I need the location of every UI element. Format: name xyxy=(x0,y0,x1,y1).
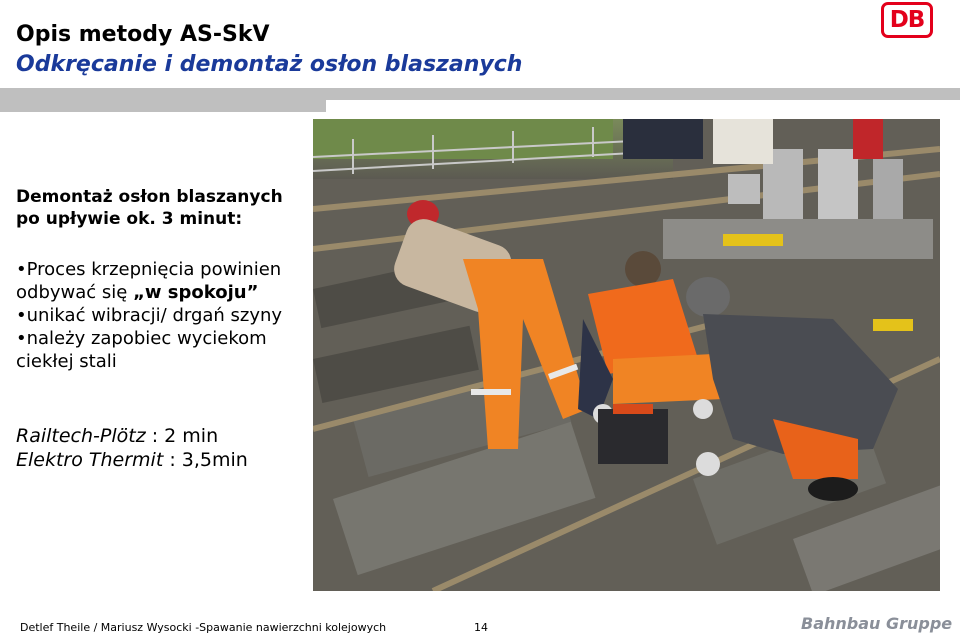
elektro-row xyxy=(16,448,248,472)
elektro-value: : 3,5min xyxy=(163,449,248,471)
photo-illustration xyxy=(313,119,940,591)
bullet-1-line-1: •Proces krzepnięcia powinien xyxy=(16,259,282,280)
db-logo: DB xyxy=(881,2,933,38)
railtech-label: Railtech-Plötz xyxy=(16,425,146,447)
bullet-1-text: odbywać się xyxy=(16,282,134,303)
heading-line-1: Demontaż osłon blaszanych xyxy=(16,187,283,207)
bullet-1-line-2 xyxy=(16,281,282,304)
page-number: 14 xyxy=(474,621,488,634)
elektro-label: Elektro Thermit xyxy=(16,449,164,471)
header-divider-left xyxy=(0,88,326,112)
header-divider-right xyxy=(326,88,960,100)
bullet-1-emphasis: „w spokoju” xyxy=(133,282,259,303)
railtech-row xyxy=(16,424,248,448)
slide-subtitle: Odkręcanie i demontaż osłon blaszanych xyxy=(16,52,523,77)
bullet-3-line-1: •należy zapobiec wyciekom xyxy=(16,328,267,349)
bullet-3-line-2: ciekłej stali xyxy=(16,351,117,372)
railtech-value: : 2 min xyxy=(145,425,219,447)
brand-logo: Bahnbau Gruppe xyxy=(801,614,953,633)
timing-list xyxy=(16,424,248,472)
slide-title: Opis metody AS-SkV xyxy=(16,22,270,47)
bullet-2: •unikać wibracji/ drgań szyny xyxy=(16,305,283,326)
section-heading xyxy=(16,186,283,230)
heading-line-2: po upływie ok. 3 minut: xyxy=(16,209,243,229)
bullet-list xyxy=(16,258,282,373)
footer-authors: Detlef Theile / Mariusz Wysocki -Spawanie nawierzchni kolejowych xyxy=(20,621,387,634)
welding-photo xyxy=(313,119,940,591)
